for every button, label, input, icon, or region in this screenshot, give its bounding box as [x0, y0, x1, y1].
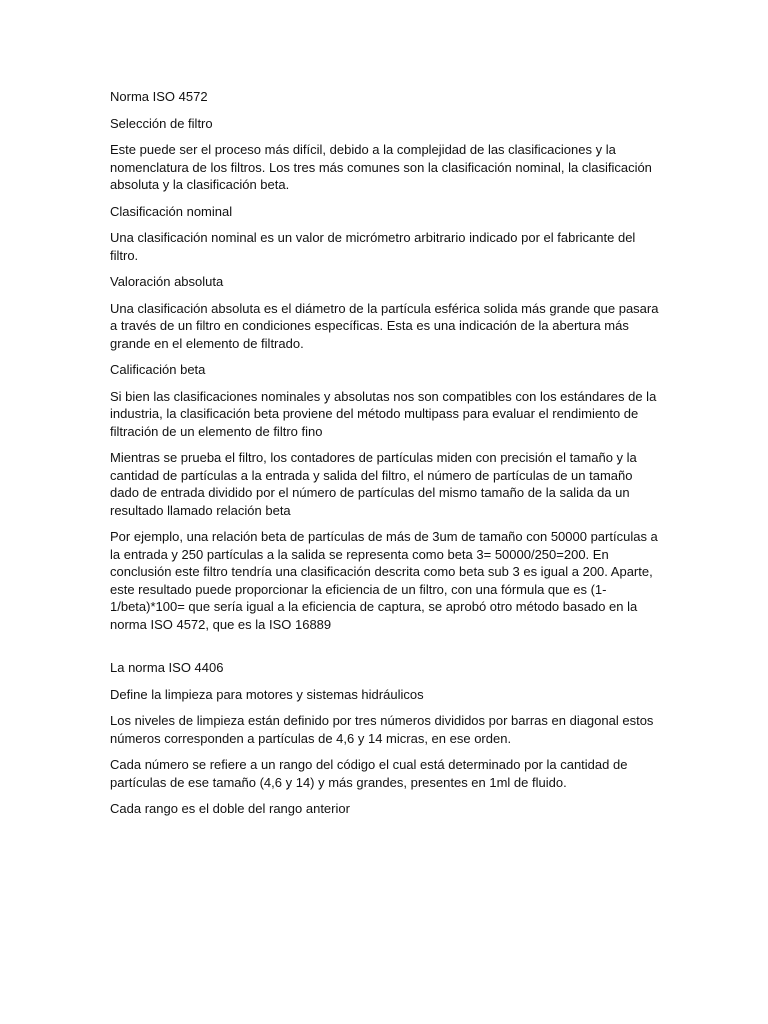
paragraph-define-limpieza: Define la limpieza para motores y sistemas hidráulicos: [110, 686, 424, 702]
subheading-valoracion-absoluta: Valoración absoluta: [110, 274, 224, 289]
paragraph-prueba-filtro: Mientras se prueba el filtro, los contadores de partículas miden con precisión el tamaño y la cantidad de partículas a la entrada y salida del filtro, el número de partículas de un tamaño dado de entrada dividido por el número de partículas del mismo tamaño de la salida da un resultado llamado relación beta: [110, 450, 637, 518]
paragraph-rango-doble: Cada rango es el doble del rango anterior: [110, 801, 350, 816]
subheading-clasificacion-nominal: Clasificación nominal: [110, 203, 233, 219]
paragraph-clasificacion-nominal: Una clasificación nominal es un valor de micrómetro arbitrario indicado por el fabricante del filtro.: [110, 230, 636, 263]
heading-norma-iso-4572: Norma ISO 4572: [110, 89, 208, 104]
paragraph-rango-codigo: Cada número se refiere a un rango del código el cual está determinado por la cantidad de partículas de ese tamaño (4,6 y 14) y más grandes, presentes en 1ml de fluido.: [110, 757, 628, 790]
paragraph-seleccion: Este puede ser el proceso más difícil, debido a la complejidad de las clasificaciones y la nomenclatura de los filtros. Los tres más comunes son la clasificación nominal, la clasificación absoluta y la clasificación beta.: [110, 142, 652, 192]
paragraph-ejemplo-beta: Por ejemplo, una relación beta de partículas de más de 3um de tamaño con 50000 partículas a la entrada y 250 partículas a la salida se representa como beta 3= 50000/250=200. En conclusión este filtro tendría una clasificación descrita como beta sub 3 es igual a 200. Aparte, este resultado puede proporcionar la eficiencia de un filtro, con una fórmula que es (1-1/beta)*100= que sería igual a la eficiencia de captura, se aprobó otro método basado en la norma ISO 4572, que es la ISO 16889: [110, 529, 658, 632]
paragraph-calificacion-beta: Si bien las clasificaciones nominales y absolutas nos son compatibles con los estándares de la industria, la clasificación beta proviene del método multipass para evaluar el rendimiento de filtración de un elemento de filtro fino: [110, 388, 657, 439]
subheading-calificacion-beta: Calificación beta: [110, 362, 206, 377]
paragraph-niveles-limpieza: Los niveles de limpieza están definido por tres números divididos por barras en diagonal estos números corresponden a partículas de 4,6 y 14 micras, en ese orden.: [110, 713, 654, 746]
document-body: [110, 88, 662, 827]
heading-norma-iso-4406: La norma ISO 4406: [110, 660, 224, 675]
paragraph-valoracion-absoluta: Una clasificación absoluta es el diámetro de la partícula esférica solida más grande que pasara a través de un filtro en condiciones específicas. Esta es una indicación de la abertura más grande en el elemento de filtrado.: [110, 300, 659, 351]
subheading-seleccion-filtro: Selección de filtro: [110, 115, 213, 131]
